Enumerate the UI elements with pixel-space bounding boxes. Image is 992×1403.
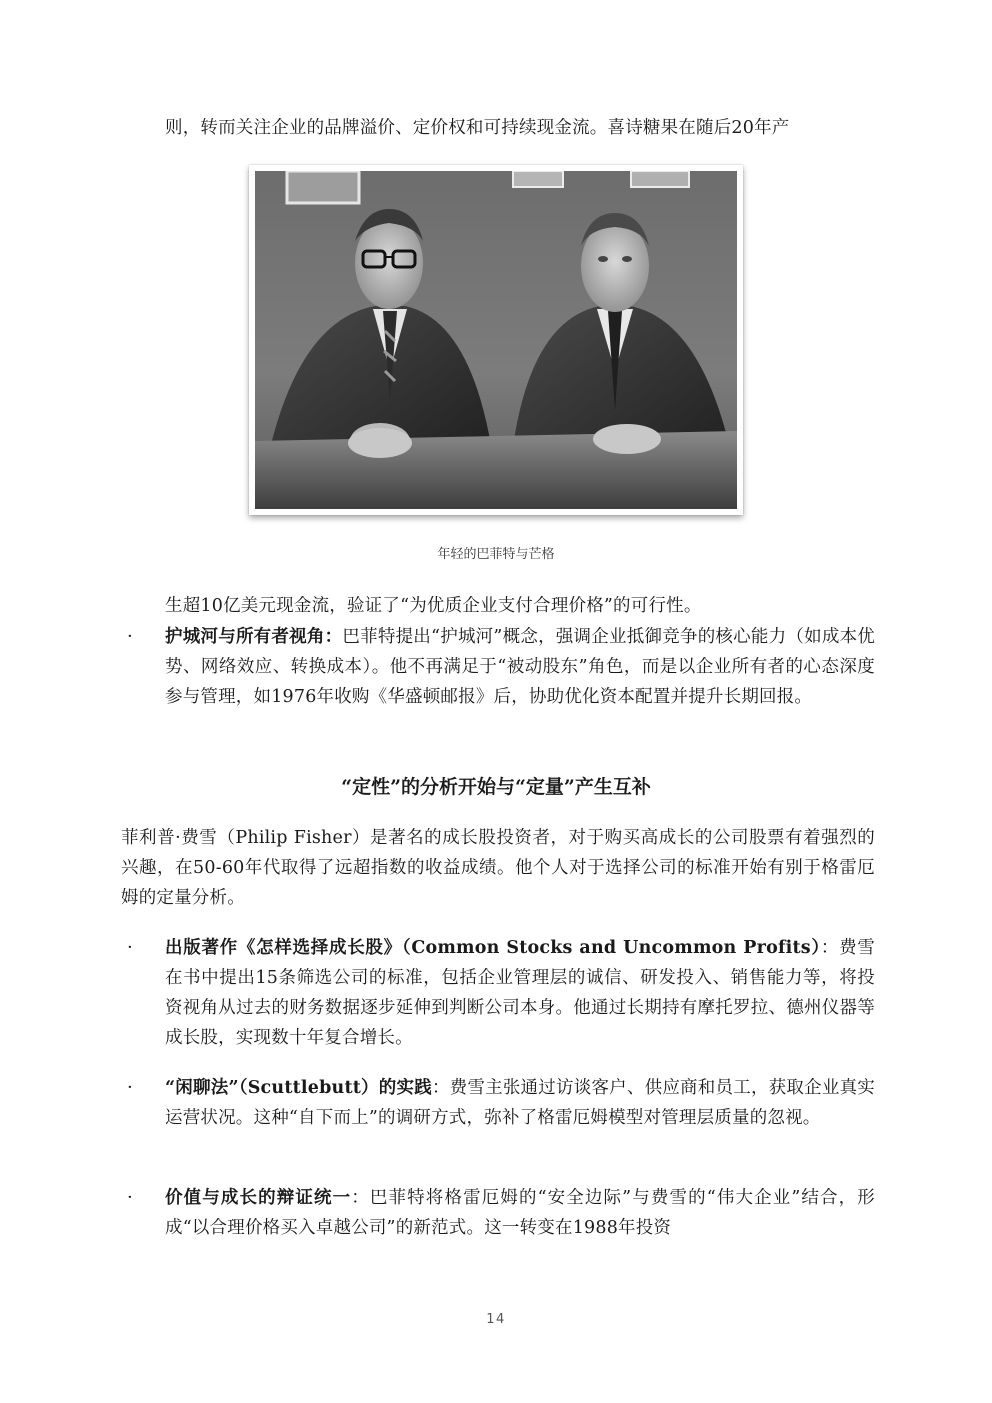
bullet-scuttlebutt [165,1073,875,1133]
bullet-title: 护城河与所有者视角： [165,627,343,647]
bullet-body: ：费雪主张通过访谈客户、供应商和员工，获取企业真实运营状况。这种“自下而上”的调研方式，弥补了格雷厄姆模型对管理层质量的忽视。 [165,1078,875,1128]
bullet-marker: · [127,626,133,647]
section-heading: “定性”的分析开始与“定量”产生互补 [341,776,651,798]
bullet-marker: · [127,937,133,958]
bullet-title: 价值与成长的辩证统一 [165,1188,352,1208]
bullet-body: 巴菲特提出“护城河”概念，强调企业抵御竞争的核心能力（如成本优势、网络效应、转换成本）。他不再满足于“被动股东”角色，而是以企业所有者的心态深度参与管理，如1976年收购《华盛顿邮报》后，协助优化资本配置并提升长期回报。 [165,627,876,707]
page-number: 14 [486,1312,506,1327]
photo-caption: 年轻的巴菲特与芒格 [437,547,555,562]
bullet-marker: · [127,1077,133,1098]
top-paragraph-line: 则，转而关注企业的品牌溢价、定价权和可持续现金流。喜诗糖果在随后20年产 [165,118,790,138]
fisher-intro-paragraph: 菲利普·费雪（Philip Fisher）是著名的成长股投资者，对于购买高成长的公司股票有着强烈的兴趣，在50-60年代取得了远超指数的收益成绩。他个人对于选择公司的标准开始有别于格雷厄姆的定量分析。 [121,828,875,908]
bullet-body: ：巴菲特将格雷厄姆的“安全边际”与费雪的“伟大企业”结合，形成“以合理价格买入卓越公司”的新范式。这一转变在1988年投资 [165,1188,876,1238]
photo-young-buffett-and-munger [255,171,737,509]
bullet-value-growth [165,1183,875,1243]
bullet-fisher-book [165,933,875,1053]
bullet-title: 出版著作《怎样选择成长股》（Common Stocks and Uncommon Profits） [165,938,821,958]
bullet-body: ：费雪在书中提出15条筛选公司的标准，包括企业管理层的诚信、研发投入、销售能力等，将投资视角从过去的财务数据逐步延伸到判断公司本身。他通过长期持有摩托罗拉、德州仪器等成长股，实现数十年复合增长。 [165,938,875,1048]
continuation-paragraph: 生超10亿美元现金流，验证了“为优质企业支付合理价格”的可行性。 [165,596,702,616]
photo-frame [249,165,743,515]
bullet-marker: · [127,1187,133,1208]
bullet-moat [165,622,875,712]
bullet-title: “闲聊法”（Scuttlebutt）的实践 [165,1078,432,1098]
